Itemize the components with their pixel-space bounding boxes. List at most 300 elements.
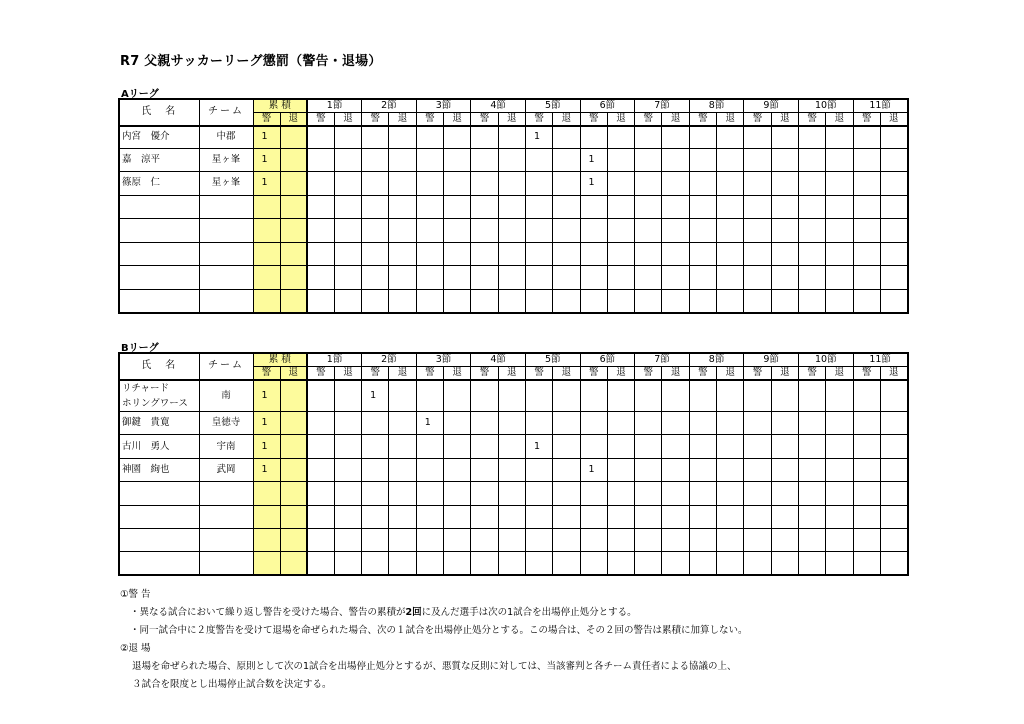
- header-team: チーム: [199, 99, 253, 126]
- cumulative-exit: [280, 505, 307, 528]
- header-exit: 退: [498, 113, 525, 127]
- round-exit-cell: [553, 148, 580, 172]
- round-warn-cell: [689, 148, 716, 172]
- round-exit-cell: [826, 148, 853, 172]
- table-row: [119, 219, 908, 243]
- round-warn-cell: [525, 482, 552, 505]
- header-round: 1節: [307, 99, 362, 113]
- round-exit-cell: [444, 266, 471, 290]
- round-warn-cell: [580, 505, 607, 528]
- round-exit-cell: [553, 195, 580, 219]
- round-warn-cell: [471, 242, 498, 266]
- player-name: [119, 195, 199, 219]
- round-warn-cell: [362, 126, 389, 148]
- header-exit: 退: [662, 113, 689, 127]
- round-exit-cell: [553, 242, 580, 266]
- header-exit: 退: [553, 367, 580, 381]
- round-warn-cell: [525, 380, 552, 412]
- round-warn-cell: [853, 172, 880, 196]
- round-warn-cell: [307, 528, 334, 551]
- header-warn: 警: [525, 367, 552, 381]
- round-warn-cell: [525, 266, 552, 290]
- cumulative-exit: [280, 482, 307, 505]
- round-exit-cell: [389, 148, 416, 172]
- round-warn-cell: [798, 289, 825, 313]
- round-warn-cell: [744, 219, 771, 243]
- header-exit: 退: [771, 113, 798, 127]
- round-exit-cell: [717, 219, 744, 243]
- round-exit-cell: [662, 458, 689, 481]
- header-warn: 警: [253, 113, 280, 127]
- cumulative-warn: 1: [253, 148, 280, 172]
- header-round: 10節: [798, 353, 853, 367]
- round-warn-cell: [580, 528, 607, 551]
- round-exit-cell: [498, 482, 525, 505]
- round-warn-cell: [689, 412, 716, 435]
- round-warn-cell: [744, 380, 771, 412]
- player-name: 篠原 仁: [119, 172, 199, 196]
- player-name: [119, 528, 199, 551]
- table-row: [119, 412, 908, 435]
- header-warn: 警: [307, 113, 334, 127]
- header-exit: 退: [880, 367, 907, 381]
- round-warn-cell: [689, 552, 716, 575]
- round-exit-cell: [334, 435, 361, 458]
- round-exit-cell: [607, 528, 634, 551]
- round-exit-cell: [498, 289, 525, 313]
- round-exit-cell: [553, 505, 580, 528]
- round-warn-cell: [853, 482, 880, 505]
- round-exit-cell: [826, 528, 853, 551]
- round-warn-cell: [744, 552, 771, 575]
- round-exit-cell: [662, 195, 689, 219]
- header-round: 5節: [525, 99, 580, 113]
- header-warn: 警: [580, 113, 607, 127]
- round-warn-cell: [635, 380, 662, 412]
- round-exit-cell: [662, 126, 689, 148]
- round-exit-cell: [334, 380, 361, 412]
- round-exit-cell: [444, 458, 471, 481]
- round-warn-cell: [471, 458, 498, 481]
- header-round: 4節: [471, 99, 526, 113]
- round-exit-cell: [334, 126, 361, 148]
- round-exit-cell: [607, 266, 634, 290]
- round-warn-cell: [689, 289, 716, 313]
- round-warn-cell: [525, 242, 552, 266]
- cumulative-exit: [280, 380, 307, 412]
- round-exit-cell: [662, 528, 689, 551]
- player-name: [119, 505, 199, 528]
- round-warn-cell: [853, 435, 880, 458]
- round-exit-cell: [662, 148, 689, 172]
- round-exit-cell: [771, 242, 798, 266]
- round-warn-cell: [525, 148, 552, 172]
- cumulative-warn: [253, 195, 280, 219]
- round-exit-cell: [334, 505, 361, 528]
- table-row: [119, 266, 908, 290]
- round-exit-cell: [553, 528, 580, 551]
- round-exit-cell: [880, 435, 907, 458]
- round-warn-cell: [362, 552, 389, 575]
- round-exit-cell: [771, 219, 798, 243]
- round-exit-cell: [826, 242, 853, 266]
- cumulative-warn: 1: [253, 172, 280, 196]
- round-exit-cell: [389, 242, 416, 266]
- cumulative-exit: [280, 266, 307, 290]
- round-warn-cell: [798, 528, 825, 551]
- cumulative-warn: [253, 482, 280, 505]
- round-exit-cell: [553, 482, 580, 505]
- header-round: 10節: [798, 99, 853, 113]
- round-exit-cell: [553, 172, 580, 196]
- round-exit-cell: [444, 482, 471, 505]
- round-warn-cell: [416, 289, 443, 313]
- round-warn-cell: [471, 552, 498, 575]
- cumulative-exit: [280, 126, 307, 148]
- page-title: R7 父親サッカーリーグ懲罰（警告・退場）: [120, 54, 382, 69]
- cumulative-warn: [253, 289, 280, 313]
- round-exit-cell: [662, 380, 689, 412]
- round-warn-cell: 1: [580, 172, 607, 196]
- header-warn: 警: [471, 113, 498, 127]
- round-exit-cell: [607, 380, 634, 412]
- table-row: [119, 242, 908, 266]
- round-warn-cell: [744, 435, 771, 458]
- round-warn-cell: [416, 552, 443, 575]
- round-warn-cell: [416, 195, 443, 219]
- round-warn-cell: [525, 412, 552, 435]
- header-warn: 警: [744, 367, 771, 381]
- round-warn-cell: 1: [580, 148, 607, 172]
- player-name: 内宮 優介: [119, 126, 199, 148]
- round-exit-cell: [771, 412, 798, 435]
- header-warn: 警: [362, 367, 389, 381]
- round-exit-cell: [389, 458, 416, 481]
- round-warn-cell: [362, 458, 389, 481]
- round-warn-cell: [307, 412, 334, 435]
- table-row: [119, 126, 908, 148]
- player-team: 星ヶ峯: [199, 172, 253, 196]
- round-warn-cell: [307, 505, 334, 528]
- header-exit: 退: [826, 113, 853, 127]
- round-warn-cell: [362, 148, 389, 172]
- round-warn-cell: [307, 219, 334, 243]
- round-exit-cell: [498, 266, 525, 290]
- round-warn-cell: [689, 458, 716, 481]
- round-exit-cell: [880, 126, 907, 148]
- header-exit: 退: [607, 113, 634, 127]
- round-warn-cell: [416, 242, 443, 266]
- round-warn-cell: [416, 435, 443, 458]
- header-exit: 退: [389, 113, 416, 127]
- round-warn-cell: [689, 126, 716, 148]
- round-exit-cell: [717, 552, 744, 575]
- round-warn-cell: [689, 242, 716, 266]
- round-exit-cell: [389, 219, 416, 243]
- round-warn-cell: [307, 126, 334, 148]
- round-exit-cell: [498, 505, 525, 528]
- table-row: [119, 505, 908, 528]
- player-team: [199, 195, 253, 219]
- round-warn-cell: [525, 172, 552, 196]
- header-exit: 退: [280, 367, 307, 381]
- round-exit-cell: [717, 289, 744, 313]
- player-team: 中郡: [199, 126, 253, 148]
- round-warn-cell: [580, 126, 607, 148]
- round-exit-cell: [826, 482, 853, 505]
- header-name: 氏 名: [119, 353, 199, 380]
- round-warn-cell: [689, 219, 716, 243]
- round-exit-cell: [717, 380, 744, 412]
- header-round: 11節: [853, 99, 908, 113]
- header-exit: 退: [880, 113, 907, 127]
- round-warn-cell: 1: [416, 412, 443, 435]
- cumulative-exit: [280, 195, 307, 219]
- round-exit-cell: [334, 552, 361, 575]
- round-warn-cell: [580, 435, 607, 458]
- round-exit-cell: [553, 435, 580, 458]
- round-exit-cell: [444, 242, 471, 266]
- round-exit-cell: [771, 528, 798, 551]
- round-warn-cell: [362, 266, 389, 290]
- round-exit-cell: [498, 148, 525, 172]
- round-warn-cell: [307, 266, 334, 290]
- header-exit: 退: [717, 367, 744, 381]
- round-warn-cell: [307, 458, 334, 481]
- header-exit: 退: [771, 367, 798, 381]
- round-warn-cell: [525, 289, 552, 313]
- round-warn-cell: [307, 380, 334, 412]
- round-exit-cell: [717, 482, 744, 505]
- header-round: 3節: [416, 353, 471, 367]
- round-exit-cell: [880, 458, 907, 481]
- round-warn-cell: [471, 172, 498, 196]
- round-exit-cell: [334, 219, 361, 243]
- round-warn-cell: [689, 505, 716, 528]
- round-exit-cell: [826, 458, 853, 481]
- round-exit-cell: [662, 289, 689, 313]
- header-warn: 警: [853, 113, 880, 127]
- round-warn-cell: [744, 148, 771, 172]
- header-round: 5節: [525, 353, 580, 367]
- round-warn-cell: [471, 126, 498, 148]
- header-exit: 退: [389, 367, 416, 381]
- round-exit-cell: [880, 242, 907, 266]
- round-exit-cell: [553, 289, 580, 313]
- player-team: 武岡: [199, 458, 253, 481]
- header-warn: 警: [635, 113, 662, 127]
- round-warn-cell: [744, 242, 771, 266]
- round-warn-cell: [798, 552, 825, 575]
- round-warn-cell: [471, 412, 498, 435]
- round-exit-cell: [826, 195, 853, 219]
- header-cumulative: 累 積: [253, 99, 307, 113]
- round-exit-cell: [771, 148, 798, 172]
- header-warn: 警: [253, 367, 280, 381]
- round-exit-cell: [444, 435, 471, 458]
- round-warn-cell: [471, 528, 498, 551]
- header-exit: 退: [498, 367, 525, 381]
- round-warn-cell: [635, 195, 662, 219]
- round-warn-cell: [853, 528, 880, 551]
- cumulative-exit: [280, 552, 307, 575]
- round-exit-cell: [498, 412, 525, 435]
- round-warn-cell: [635, 219, 662, 243]
- round-exit-cell: [444, 172, 471, 196]
- cumulative-warn: 1: [253, 380, 280, 412]
- round-warn-cell: [307, 195, 334, 219]
- round-warn-cell: [416, 458, 443, 481]
- header-round: 3節: [416, 99, 471, 113]
- round-exit-cell: [607, 482, 634, 505]
- round-warn-cell: [580, 219, 607, 243]
- header-exit: 退: [826, 367, 853, 381]
- header-round: 6節: [580, 353, 635, 367]
- round-exit-cell: [607, 172, 634, 196]
- round-exit-cell: [717, 148, 744, 172]
- cumulative-warn: 1: [253, 458, 280, 481]
- round-exit-cell: [880, 552, 907, 575]
- round-warn-cell: [635, 505, 662, 528]
- round-exit-cell: [389, 289, 416, 313]
- round-exit-cell: [607, 148, 634, 172]
- round-exit-cell: [880, 219, 907, 243]
- round-warn-cell: [525, 219, 552, 243]
- round-warn-cell: [635, 528, 662, 551]
- round-warn-cell: [689, 435, 716, 458]
- table-row: [119, 289, 908, 313]
- round-exit-cell: [717, 458, 744, 481]
- player-name: [119, 266, 199, 290]
- round-exit-cell: [662, 242, 689, 266]
- round-warn-cell: [362, 289, 389, 313]
- player-name: [119, 380, 199, 412]
- round-warn-cell: [580, 289, 607, 313]
- round-warn-cell: [744, 412, 771, 435]
- round-exit-cell: [444, 219, 471, 243]
- round-warn-cell: [525, 552, 552, 575]
- round-warn-cell: [416, 266, 443, 290]
- round-warn-cell: [635, 289, 662, 313]
- header-warn: 警: [580, 367, 607, 381]
- player-name: 御鍵 貴寛: [119, 412, 199, 435]
- round-exit-cell: [771, 289, 798, 313]
- league-a-table: [118, 98, 909, 314]
- round-exit-cell: [826, 552, 853, 575]
- header-warn: 警: [798, 367, 825, 381]
- round-exit-cell: [334, 266, 361, 290]
- table-row: [119, 458, 908, 481]
- round-exit-cell: [880, 528, 907, 551]
- round-warn-cell: [471, 435, 498, 458]
- round-warn-cell: [307, 435, 334, 458]
- header-warn: 警: [689, 113, 716, 127]
- round-exit-cell: [389, 172, 416, 196]
- header-exit: 退: [334, 367, 361, 381]
- round-warn-cell: [798, 195, 825, 219]
- cumulative-warn: [253, 528, 280, 551]
- round-exit-cell: [389, 505, 416, 528]
- round-warn-cell: [689, 482, 716, 505]
- round-warn-cell: [798, 126, 825, 148]
- player-name-line: ホリングワース: [122, 398, 188, 409]
- round-warn-cell: [853, 148, 880, 172]
- round-warn-cell: [689, 528, 716, 551]
- round-warn-cell: [471, 195, 498, 219]
- round-exit-cell: [771, 195, 798, 219]
- warning-heading: ①警 告: [120, 589, 151, 600]
- header-exit: 退: [607, 367, 634, 381]
- cumulative-exit: [280, 148, 307, 172]
- round-exit-cell: [607, 552, 634, 575]
- round-exit-cell: [389, 435, 416, 458]
- header-warn: 警: [362, 113, 389, 127]
- round-exit-cell: [880, 195, 907, 219]
- round-warn-cell: 1: [525, 435, 552, 458]
- round-exit-cell: [826, 435, 853, 458]
- round-warn-cell: [416, 505, 443, 528]
- round-warn-cell: [416, 219, 443, 243]
- cumulative-exit: [280, 219, 307, 243]
- round-exit-cell: [607, 219, 634, 243]
- round-exit-cell: [389, 266, 416, 290]
- round-exit-cell: [771, 458, 798, 481]
- cumulative-warn: [253, 505, 280, 528]
- round-exit-cell: [717, 505, 744, 528]
- round-warn-cell: [307, 148, 334, 172]
- round-warn-cell: [362, 219, 389, 243]
- round-exit-cell: [607, 458, 634, 481]
- round-exit-cell: [771, 380, 798, 412]
- round-exit-cell: [607, 195, 634, 219]
- cumulative-warn: [253, 219, 280, 243]
- warning-rule-1: ・異なる試合において繰り返し警告を受けた場合、警告の累積が2回に及んだ選手は次の1試合を出場停止処分とする。: [130, 607, 637, 618]
- round-warn-cell: [689, 266, 716, 290]
- round-exit-cell: [717, 528, 744, 551]
- round-exit-cell: [553, 219, 580, 243]
- cumulative-warn: 1: [253, 126, 280, 148]
- round-warn-cell: [362, 528, 389, 551]
- round-exit-cell: [607, 242, 634, 266]
- header-exit: 退: [444, 367, 471, 381]
- round-exit-cell: [553, 458, 580, 481]
- round-exit-cell: [607, 505, 634, 528]
- round-exit-cell: [662, 505, 689, 528]
- round-warn-cell: [635, 172, 662, 196]
- round-warn-cell: [635, 242, 662, 266]
- round-exit-cell: [334, 148, 361, 172]
- round-warn-cell: [471, 219, 498, 243]
- round-exit-cell: [498, 242, 525, 266]
- round-warn-cell: [471, 266, 498, 290]
- header-team: チーム: [199, 353, 253, 380]
- round-exit-cell: [717, 126, 744, 148]
- round-exit-cell: [826, 412, 853, 435]
- round-warn-cell: [635, 482, 662, 505]
- round-warn-cell: [689, 172, 716, 196]
- header-warn: 警: [689, 367, 716, 381]
- header-round: 9節: [744, 353, 799, 367]
- cumulative-warn: 1: [253, 435, 280, 458]
- round-exit-cell: [880, 172, 907, 196]
- round-exit-cell: [444, 505, 471, 528]
- round-exit-cell: [717, 412, 744, 435]
- round-warn-cell: [798, 219, 825, 243]
- player-name: 神園 絢也: [119, 458, 199, 481]
- round-exit-cell: [771, 126, 798, 148]
- table-row: [119, 172, 908, 196]
- header-round: 8節: [689, 353, 744, 367]
